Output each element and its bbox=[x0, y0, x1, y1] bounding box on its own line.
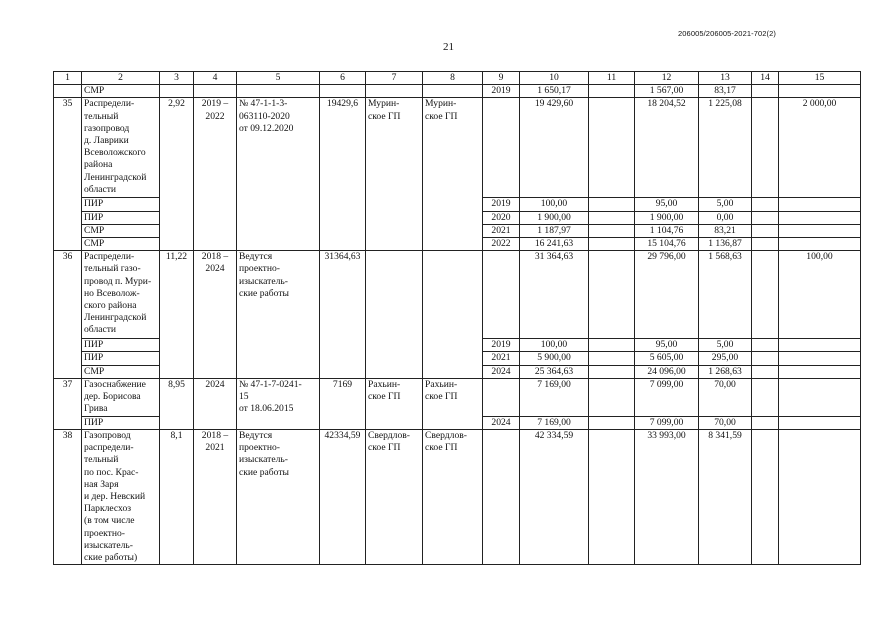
object-name: Распредели- тельный газо- провод п. Мури- но Всеволож- ского района Ленинградской области bbox=[82, 251, 160, 339]
header-row bbox=[54, 72, 861, 85]
column-header: 13 bbox=[699, 72, 752, 85]
investment-table bbox=[53, 71, 861, 565]
table-row bbox=[54, 251, 861, 339]
amount-cell: 100,00 bbox=[779, 251, 861, 339]
years-cell: 2024 bbox=[194, 378, 237, 429]
year-cell: 2021 bbox=[483, 352, 520, 365]
amount-cell: 33 993,00 bbox=[635, 430, 699, 565]
column-header: 9 bbox=[483, 72, 520, 85]
amount-cell: 1 650,17 bbox=[520, 85, 589, 98]
stage-label: ПИР bbox=[82, 339, 160, 352]
object-name: Распредели- тельный газопровод д. Лаврики Всеволожского района Ленинградской области bbox=[82, 98, 160, 198]
cost-cell: 19429,6 bbox=[320, 98, 366, 251]
year-cell: 2024 bbox=[483, 365, 520, 378]
document-cell: № 47-1-7-0241- 15 от 18.06.2015 bbox=[237, 378, 320, 429]
table-row bbox=[54, 98, 861, 198]
column-header: 1 bbox=[54, 72, 82, 85]
amount-cell: 1 900,00 bbox=[635, 211, 699, 224]
column-header: 12 bbox=[635, 72, 699, 85]
table-row bbox=[54, 85, 861, 98]
cost-cell: 7169 bbox=[320, 378, 366, 429]
object-name: Газоснабжение дер. Борисова Грива bbox=[82, 378, 160, 416]
document-cell: Ведутся проектно- изыскатель- ские работы bbox=[237, 251, 320, 379]
amount-cell: 70,00 bbox=[699, 378, 752, 416]
length-cell: 2,92 bbox=[160, 98, 194, 251]
owner-cell: Рахьин- ское ГП bbox=[366, 378, 423, 429]
column-header: 3 bbox=[160, 72, 194, 85]
amount-cell: 83,21 bbox=[699, 224, 752, 237]
cost-cell: 42334,59 bbox=[320, 430, 366, 565]
stage-label: ПИР bbox=[82, 211, 160, 224]
year-cell: 2021 bbox=[483, 224, 520, 237]
amount-cell: 100,00 bbox=[520, 339, 589, 352]
item-number: 37 bbox=[54, 378, 82, 429]
object-name: Газопровод распредели- тельный по пос. Крас- ная Заря и дер. Невский Парклесхоз (в том числе проектно- изыскатель- ские работы) bbox=[82, 430, 160, 565]
amount-cell: 295,00 bbox=[699, 352, 752, 365]
length-cell: 8,1 bbox=[160, 430, 194, 565]
year-cell: 2020 bbox=[483, 211, 520, 224]
column-header: 14 bbox=[752, 72, 779, 85]
amount-cell: 1 225,08 bbox=[699, 98, 752, 198]
amount-cell: 8 341,59 bbox=[699, 430, 752, 565]
owner-cell: Мурин- ское ГП bbox=[366, 98, 423, 251]
amount-cell: 0,00 bbox=[699, 211, 752, 224]
item-number: 35 bbox=[54, 98, 82, 251]
amount-cell: 100,00 bbox=[520, 198, 589, 211]
amount-cell: 7 169,00 bbox=[520, 378, 589, 416]
table-row bbox=[54, 378, 861, 416]
years-cell: 2018 – 2024 bbox=[194, 251, 237, 379]
item-number: 36 bbox=[54, 251, 82, 379]
amount-cell: 2 000,00 bbox=[779, 98, 861, 198]
stage-label: СМР bbox=[82, 238, 160, 251]
amount-cell: 31 364,63 bbox=[520, 251, 589, 339]
years-cell: 2019 – 2022 bbox=[194, 98, 237, 251]
amount-cell: 1 568,63 bbox=[699, 251, 752, 339]
column-header: 15 bbox=[779, 72, 861, 85]
year-cell: 2019 bbox=[483, 339, 520, 352]
amount-cell: 7 099,00 bbox=[635, 416, 699, 429]
stage-label: ПИР bbox=[82, 198, 160, 211]
cost-cell: 31364,63 bbox=[320, 251, 366, 379]
document-id: 206005/206005-2021-702(2) bbox=[678, 29, 776, 38]
length-cell: 8,95 bbox=[160, 378, 194, 429]
column-header: 11 bbox=[589, 72, 635, 85]
stage-label: СМР bbox=[82, 365, 160, 378]
amount-cell: 1 268,63 bbox=[699, 365, 752, 378]
amount-cell: 5 605,00 bbox=[635, 352, 699, 365]
amount-cell: 18 204,52 bbox=[635, 98, 699, 198]
stage-label: СМР bbox=[82, 224, 160, 237]
column-header: 4 bbox=[194, 72, 237, 85]
document-cell: № 47-1-1-3- 063110-2020 от 09.12.2020 bbox=[237, 98, 320, 251]
year-cell: 2019 bbox=[483, 85, 520, 98]
amount-cell: 1 900,00 bbox=[520, 211, 589, 224]
amount-cell: 25 364,63 bbox=[520, 365, 589, 378]
amount-cell: 29 796,00 bbox=[635, 251, 699, 339]
amount-cell: 5 900,00 bbox=[520, 352, 589, 365]
year-cell: 2022 bbox=[483, 238, 520, 251]
document-cell: Ведутся проектно- изыскатель- ские работы bbox=[237, 430, 320, 565]
stage-label: ПИР bbox=[82, 416, 160, 429]
amount-cell: 1 104,76 bbox=[635, 224, 699, 237]
column-header: 2 bbox=[82, 72, 160, 85]
column-header: 8 bbox=[423, 72, 483, 85]
year-cell: 2024 bbox=[483, 416, 520, 429]
customer-cell: Рахьин- ское ГП bbox=[423, 378, 483, 429]
amount-cell: 83,17 bbox=[699, 85, 752, 98]
length-cell: 11,22 bbox=[160, 251, 194, 379]
item-number: 38 bbox=[54, 430, 82, 565]
customer-cell: Мурин- ское ГП bbox=[423, 98, 483, 251]
amount-cell: 42 334,59 bbox=[520, 430, 589, 565]
amount-cell: 16 241,63 bbox=[520, 238, 589, 251]
owner-cell: Свердлов- ское ГП bbox=[366, 430, 423, 565]
amount-cell: 19 429,60 bbox=[520, 98, 589, 198]
amount-cell: 24 096,00 bbox=[635, 365, 699, 378]
amount-cell: 1 187,97 bbox=[520, 224, 589, 237]
stage-label: ПИР bbox=[82, 352, 160, 365]
amount-cell: 95,00 bbox=[635, 198, 699, 211]
table-row bbox=[54, 430, 861, 565]
column-header: 10 bbox=[520, 72, 589, 85]
column-header: 7 bbox=[366, 72, 423, 85]
column-header: 5 bbox=[237, 72, 320, 85]
amount-cell: 7 169,00 bbox=[520, 416, 589, 429]
stage-label: СМР bbox=[82, 85, 160, 98]
amount-cell: 70,00 bbox=[699, 416, 752, 429]
column-header: 6 bbox=[320, 72, 366, 85]
amount-cell: 5,00 bbox=[699, 198, 752, 211]
amount-cell: 7 099,00 bbox=[635, 378, 699, 416]
page-number: 21 bbox=[443, 41, 454, 53]
amount-cell: 1 567,00 bbox=[635, 85, 699, 98]
amount-cell: 15 104,76 bbox=[635, 238, 699, 251]
customer-cell: Свердлов- ское ГП bbox=[423, 430, 483, 565]
amount-cell: 1 136,87 bbox=[699, 238, 752, 251]
year-cell: 2019 bbox=[483, 198, 520, 211]
years-cell: 2018 – 2021 bbox=[194, 430, 237, 565]
amount-cell: 95,00 bbox=[635, 339, 699, 352]
amount-cell: 5,00 bbox=[699, 339, 752, 352]
